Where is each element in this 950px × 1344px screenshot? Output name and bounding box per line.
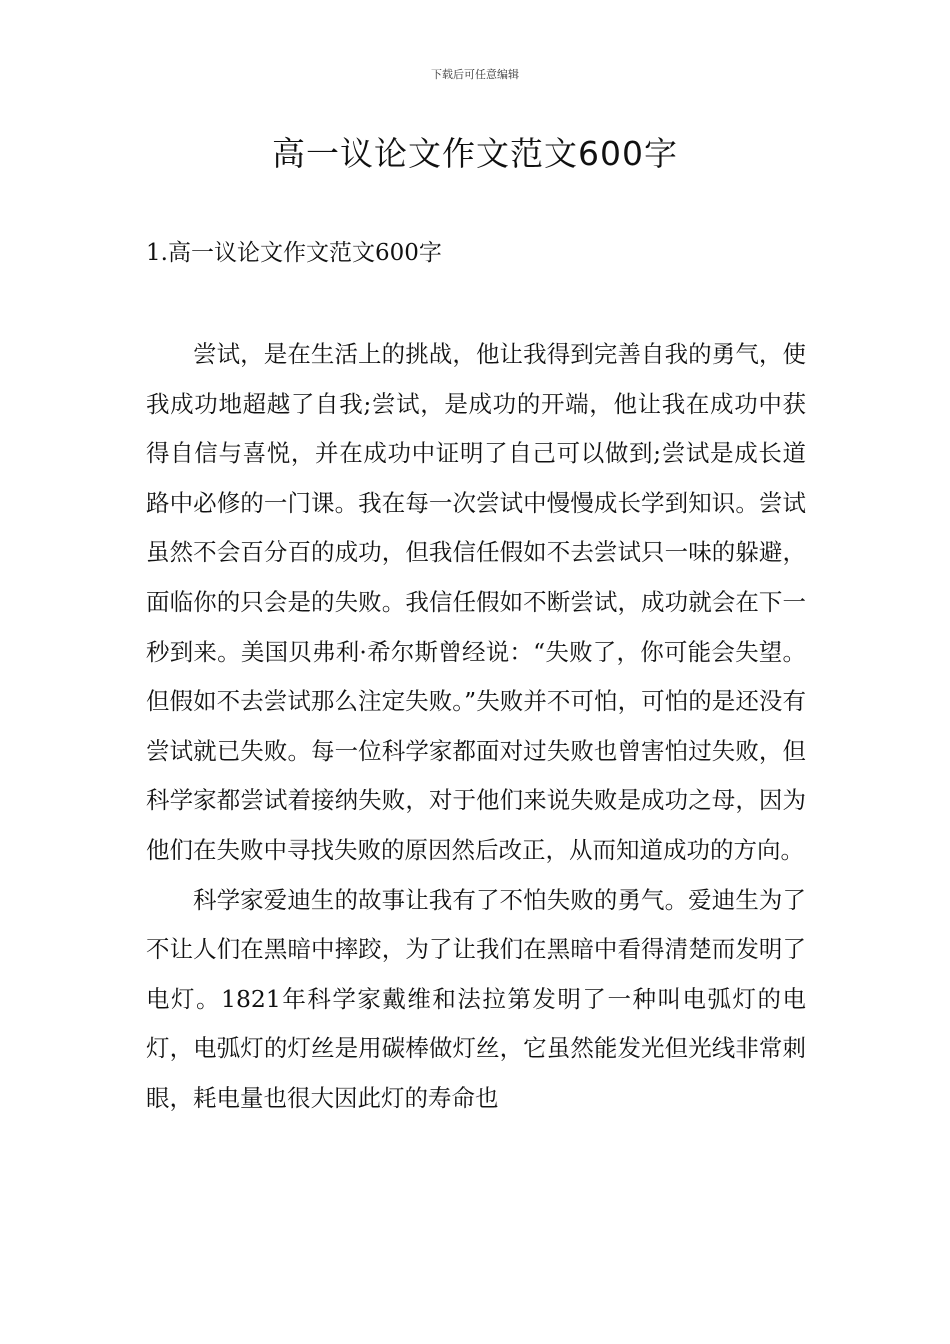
section-heading: 1.高一议论文作文范文600字	[146, 240, 442, 266]
document-body	[146, 330, 806, 1124]
paragraph-2: 科学家爱迪生的故事让我有了不怕失败的勇气。爱迪生为了不让人们在黑暗中摔跤，为了让我们在黑暗中看得清楚而发明了电灯。1821年科学家戴维和法拉第发明了一种叫电弧灯的电灯，电弧灯的灯丝是用碳棒做灯丝，它虽然能发光但光线非常刺眼，耗电量也很大因此灯的寿命也	[146, 885, 806, 1112]
paragraph-1: 尝试，是在生活上的挑战，他让我得到完善自我的勇气，使我成功地超越了自我;尝试，是成功的开端，他让我在成功中获得自信与喜悦，并在成功中证明了自己可以做到;尝试是成长道路中必修的一门课。我在每一次尝试中慢慢成长学到知识。尝试虽然不会百分百的成功，但我信任假如不去尝试只一味的躲避，面临你的只会是的失败。我信任假如不断尝试，成功就会在下一秒到来。美国贝弗利·希尔斯曾经说：“失败了，你可能会失望。但假如不去尝试那么注定失败。”失败并不可怕，可怕的是还没有尝试就已失败。每一位科学家都面对过失败也曾害怕过失败，但科学家都尝试着接纳失败，对于他们来说失败是成功之母，因为他们在失败中寻找失败的原因然后改正，从而知道成功的方向。	[146, 340, 806, 864]
document-title: 高一议论文作文范文600字	[272, 134, 678, 173]
page-header-note: 下载后可任意编辑	[431, 68, 519, 81]
